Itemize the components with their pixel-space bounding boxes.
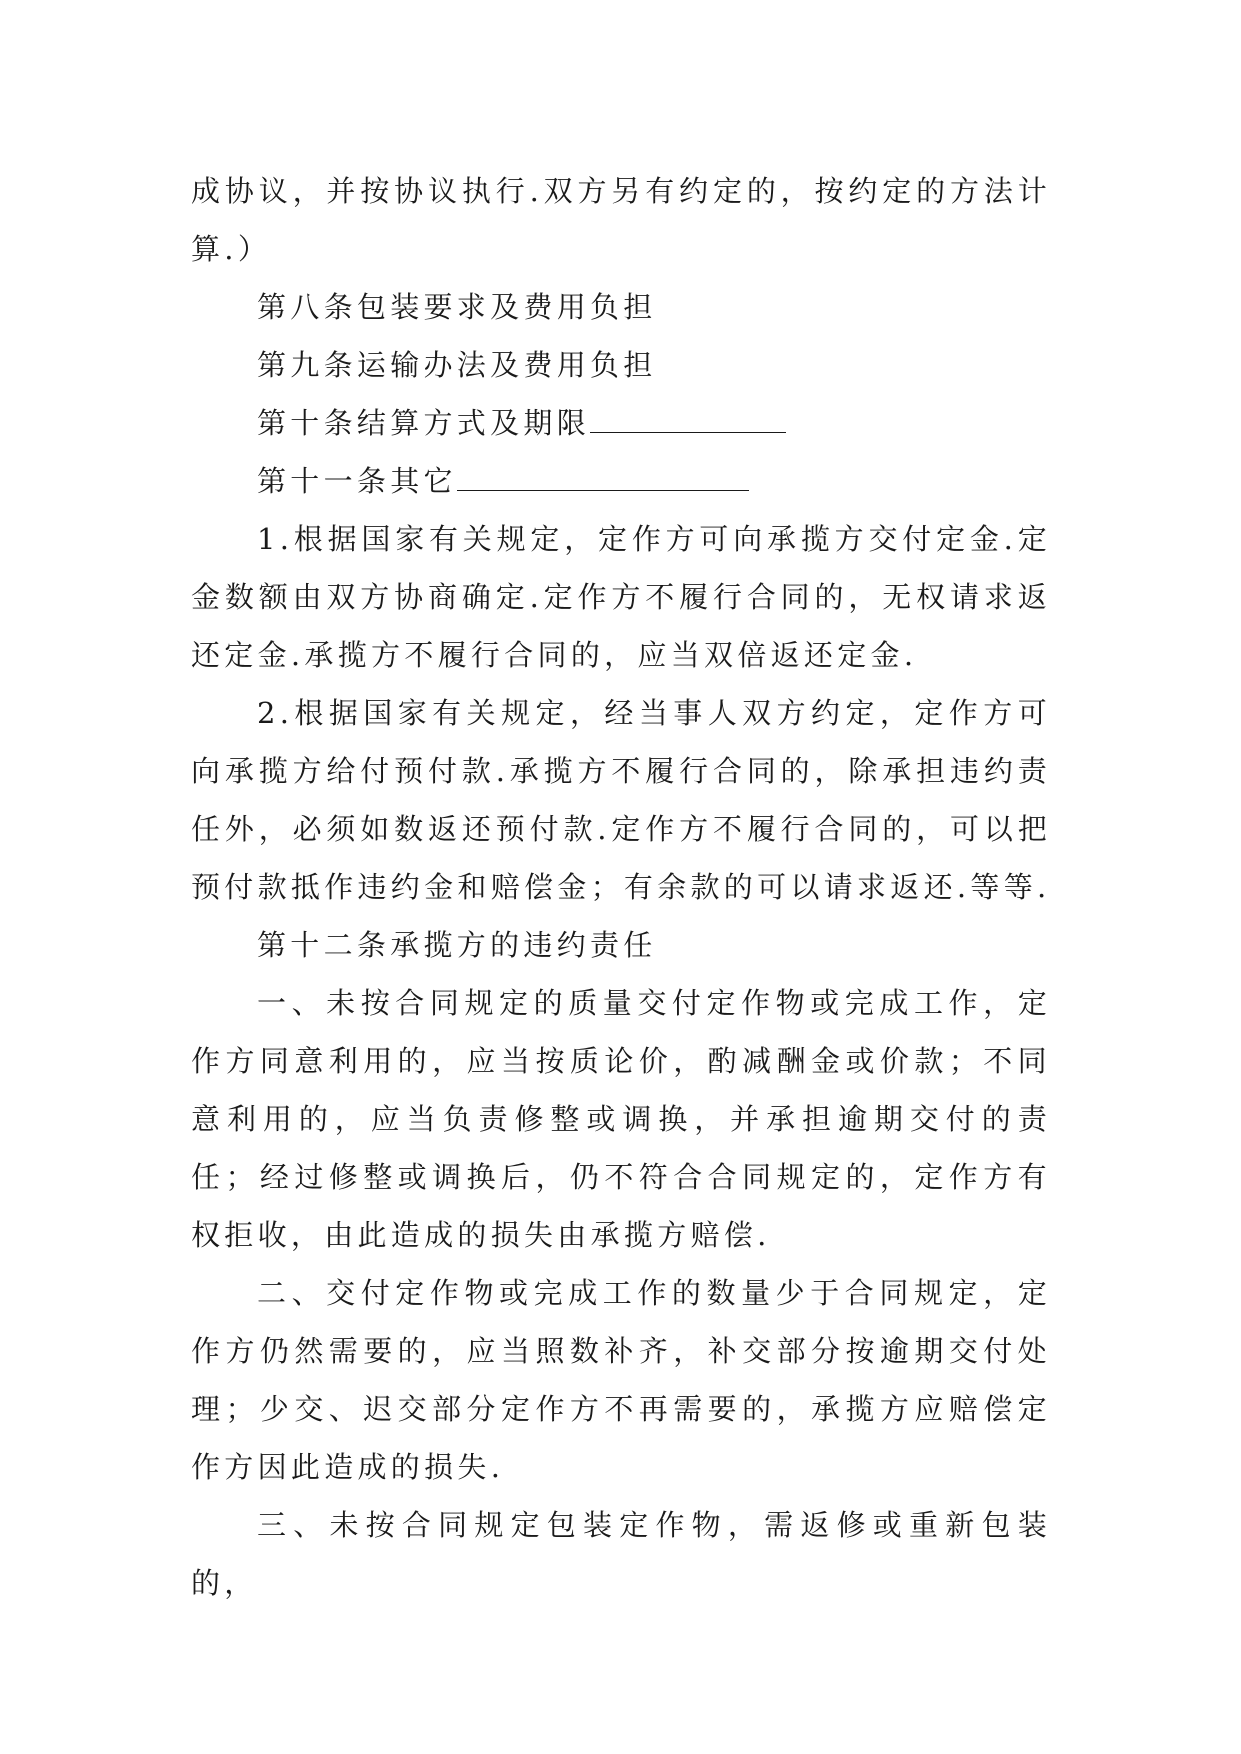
article-11-fill-blank[interactable] [457, 464, 749, 491]
article-10-fill-blank[interactable] [590, 406, 786, 433]
article-10-heading [191, 394, 1051, 452]
liability-item-3: 三、未按合同规定包装定作物，需返修或重新包装的， [191, 1508, 1051, 1600]
article-8-heading: 第八条包装要求及费用负担 [257, 290, 657, 324]
article-11-label: 第十一条其它 [257, 464, 457, 498]
paragraph-continuation: 成协议，并按协议执行.双方另有约定的，按约定的方法计算.） [191, 174, 1051, 266]
liability-item-1: 一、未按合同规定的质量交付定作物或完成工作，定作方同意利用的，应当按质论价，酌减酬金或价款；不同意利用的，应当负责修整或调换，并承担逾期交付的责任；经过修整或调换后，仍不符合合同规定的，定作方有权拒收，由此造成的损失由承揽方赔偿. [191, 986, 1051, 1252]
article-9-heading: 第九条运输办法及费用负担 [257, 348, 657, 382]
clause-1-deposit: 1.根据国家有关规定，定作方可向承揽方交付定金.定金数额由双方协商确定.定作方不履行合同的，无权请求返还定金.承揽方不履行合同的，应当双倍返还定金. [191, 522, 1051, 672]
article-11-heading [191, 452, 1051, 510]
liability-item-2: 二、交付定作物或完成工作的数量少于合同规定，定作方仍然需要的，应当照数补齐，补交部分按逾期交付处理；少交、迟交部分定作方不再需要的，承揽方应赔偿定作方因此造成的损失. [191, 1276, 1051, 1484]
clause-2-prepayment: 2.根据国家有关规定，经当事人双方约定，定作方可向承揽方给付预付款.承揽方不履行合同的，除承担违约责任外，必须如数返还预付款.定作方不履行合同的，可以把预付款抵作违约金和赔偿金；有余款的可以请求返还.等等. [191, 696, 1051, 904]
article-12-heading: 第十二条承揽方的违约责任 [257, 928, 657, 962]
article-10-label: 第十条结算方式及期限 [257, 406, 591, 440]
document-body [191, 162, 1051, 1612]
